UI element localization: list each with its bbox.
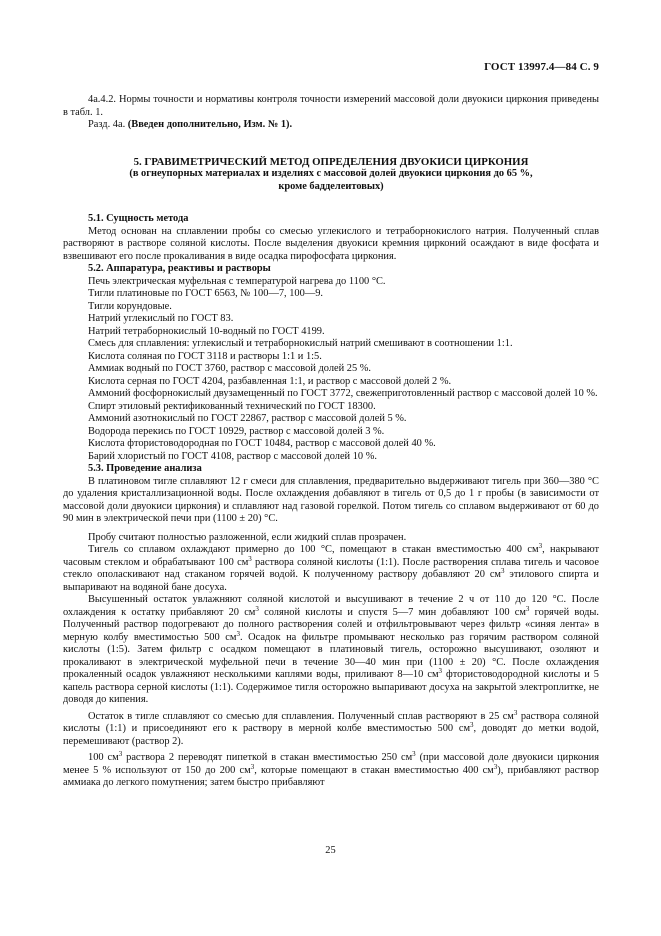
intro-paragraph-2 [63,119,599,132]
intro-note-prefix: Разд. 4а. [88,119,128,130]
list-item: Кислота серная по ГОСТ 4204, разбавленная 1:1, и раствор с массовой долей 2 %. [88,375,452,387]
superscript: 3 [248,554,252,563]
page-header: ГОСТ 13997.4—84 С. 9 [484,61,599,73]
list-item: Смесь для сплавления: углекислый и тетраборнокислый натрий смешивают в соотношении 1:1. [88,338,513,349]
superscript: 3 [412,750,416,758]
paragraph-5-3-1: В платиновом тигле сплавляют 12 г смеси для сплавления, предварительно выдерживают тигель при 360—380 °С до удаления кристаллизационной воды. После охлаждения добавляют в тигель от 0,5 до 1 г пробы (в зависимости от массовой доли двуокиси циркония) и сплавляют над газовой горелкой. Потом тигель со сплавом выдерживают от 60 до 90 мин в электрической печи при (1100 ± 20) °С. [63,475,599,524]
superscript: 3 [438,667,443,675]
subsection-heading-5-3: 5.3. Проведение анализа [88,463,202,474]
list-item: Тигли корундовые. [88,300,172,312]
list-item: Кислота фтористоводородная по ГОСТ 10484, раствор с массовой долей 40 %. [88,438,436,449]
paragraph-5-1: Метод основан на сплавлении пробы со смесью углекислого и тетраборнокислого натрия. Полученный сплав растворяют в растворе соляной кислоты. После выделения двуокиси кремния цирконий осаждают в виде фосфата и взвешивают его после прокаливания в виде осадка пирофосфата циркония. [63,225,599,262]
list-item: Барий хлористый по ГОСТ 4108, раствор с массовой долей 10 %. [88,450,377,462]
text-run: этилового спирта и выпаривают на водяной бане досуха. [63,569,599,593]
text-run: Остаток в тигле сплавляют со смесью для сплавления. Полученный сплав растворяют в 25 см [88,710,514,722]
superscript: 3 [250,762,255,771]
intro-paragraph-1: 4а.4.2. Нормы точности и нормативы контроля точности измерений массовой доли двуокиси циркония приведены в табл. 1. [63,94,599,118]
superscript: 3 [501,567,505,575]
superscript: 3 [513,708,518,717]
superscript: 3 [255,604,259,613]
list-item: Натрий углекислый по ГОСТ 83. [88,313,234,324]
text-run: горячей воды. Полученный раствор подогревают до полного растворения солей и отфильтровывают через фильтр «синяя лента» в мерную колбу вместимостью 500 см [63,606,599,643]
text-run: . Осадок на фильтре промывают несколько раз горячим раствором соляной кислоты (1:5). Затем фильтр с осадком помещают в платиновый тигель, осторожно высушивают, озоляют и прокаливают в электрической муфельной печи в течение 30—40 мин при (1100 ± 20) °С. После охлаждения прокаленный осадок увлажняют несколькими каплями воды, приливают 8—10 см [63,631,599,680]
text-run: Тигель со сплавом охлаждают примерно до 100 °С, помещают в стакан вместимостью 400 см [88,544,539,555]
list-item: Спирт этиловый ректификованный технический по ГОСТ 18300. [88,400,376,412]
superscript: 3 [538,542,543,550]
page-content [63,94,599,790]
text-run: фтористоводородной кислоты и 5 капель раствора серной кислоты (1:1). Содержимое тигля осторожно выпаривают досуха на закрытой электроплитке, не доводя до кипения. [63,669,599,705]
superscript: 3 [525,604,530,613]
text-run: раствора 2 переводят пипеткой в стакан вместимостью 250 см [122,752,413,763]
list-item: Водорода перекись по ГОСТ 10929, раствор с массовой долей 3 %. [88,425,385,437]
superscript: 3 [493,762,498,771]
text-run: 100 см [88,752,119,763]
text-run: раствора соляной кислоты (1:1) и присоединяют его к раствору в мерной колбе вместимостью 500 см [63,710,599,734]
text-run: раствора соляной кислоты (1:1). После растворения сплава тигель и часовое стекло ополаскивают над стаканом горячей водой. К полученному раствору добавляют 20 см [63,556,599,580]
subsection-heading-5-1: 5.1. Сущность метода [88,213,189,224]
list-item: Тигли платиновые по ГОСТ 6563, № 100—7, 100—9. [88,288,324,299]
list-item: Аммоний азотнокислый по ГОСТ 22867, раствор с массовой долей 5 %. [88,413,407,424]
text-run: , доводят до метки водой, перемешивают (раствор 2). [63,723,599,747]
superscript: 3 [470,721,474,729]
paragraph-5-3-5 [63,708,599,749]
text-run: соляной кислоты и спустя 5—7 мин добавляют 100 см [258,606,526,618]
list-item: Натрий тетраборнокислый 10-водный по ГОСТ 4199. [88,325,325,337]
subsection-heading-5-2: 5.2. Аппаратура, реактивы и растворы [88,263,271,274]
list-item: Аммиак водный по ГОСТ 3760, раствор с массовой долей 25 %. [88,363,372,374]
paragraph-5-3-2: Пробу считают полностью разложенной, если жидкий сплав прозрачен. [88,531,407,543]
list-item: Печь электрическая муфельная с температурой нагрева до 1100 °С. [88,275,386,287]
section-title: 5. ГРАВИМЕТРИЧЕСКИЙ МЕТОД ОПРЕДЕЛЕНИЯ ДВУОКИСИ ЦИРКОНИЯ [133,155,529,168]
paragraph-5-3-6 [63,752,599,790]
superscript: 3 [118,750,123,758]
text-run: Высушенный остаток увлажняют соляной кислотой и высушивают в течение 2 ч от 110 до 120 °С. После охлаждения к остатку прибавляют 20 см [63,594,599,618]
text-run: ), прибавляют раствор аммиака до легкого помутнения; затем быстро прибавляют [63,764,599,788]
intro-note-bold: (Введен дополнительно, Изм. № 1). [127,119,293,130]
text-run: (при массовой доле двуокиси циркония менее 5 % используют от 150 до 200 см [63,752,600,776]
section-subtitle-1: (в огнеупорных материалах и изделиях с массовой долей двуокиси циркония до 65 %, [129,168,533,179]
page-number: 25 [325,845,336,856]
paragraph-5-3-4 [63,594,599,707]
text-run: , которые помещают в стакан вместимостью 400 см [254,764,494,776]
text-run: , накрывают часовым стеклом и обрабатывают 100 см [63,544,600,568]
paragraph-5-3-3 [63,544,599,594]
superscript: 3 [236,629,240,638]
list-item: Аммоний фосфорнокислый двузамещенный по ГОСТ 3772, свежеприготовленный раствор с массовой долей 10 %. [88,388,598,399]
list-item: Кислота соляная по ГОСТ 3118 и растворы 1:1 и 1:5. [88,350,322,362]
section-subtitle-2: кроме бадделеитовых) [278,180,384,192]
